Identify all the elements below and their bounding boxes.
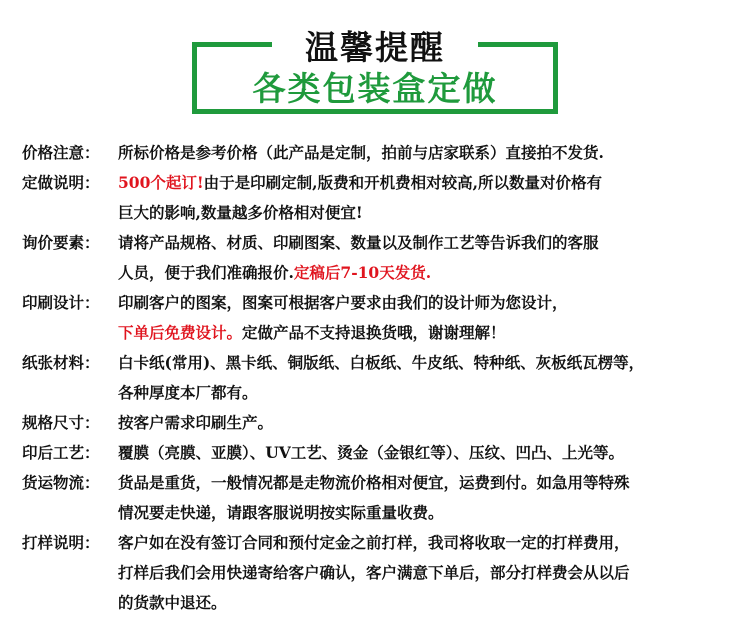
notice-line xyxy=(118,348,742,378)
notice-body xyxy=(118,228,742,288)
notice-text: 客户如在没有签订合同和预付定金之前打样，我司将收取一定的打样费用， xyxy=(118,533,630,552)
notice-body xyxy=(118,468,742,528)
notice-text: 的货款中退还。 xyxy=(118,593,227,612)
notice-text: 人员，便于我们准确报价. xyxy=(118,263,294,282)
notice-line xyxy=(118,498,742,528)
notice-row xyxy=(22,168,742,228)
notice-row xyxy=(22,468,742,528)
notice-row xyxy=(22,408,742,438)
notice-row xyxy=(22,228,742,288)
notice-line xyxy=(118,438,742,468)
notice-text: 定做产品不支持退换货哦，谢谢理解！ xyxy=(242,323,506,342)
notice-text: 请将产品规格、材质、印刷图案、数量以及制作工艺等告诉我们的客服 xyxy=(118,233,599,252)
notice-text: 覆膜（亮膜、亚膜）、UV工艺、烫金（金银红等）、压纹、凹凸、上光等。 xyxy=(118,443,625,462)
highlight-text: 定稿后7-10天发货. xyxy=(293,263,432,282)
notice-text: 由于是印刷定制,版费和开机费相对较高,所以数量对价格有 xyxy=(203,173,602,192)
notice-body xyxy=(118,348,742,408)
notice-row xyxy=(22,348,742,408)
notice-text: 所标价格是参考价格（此产品是定制，拍前与店家联系）直接拍不发货. xyxy=(118,143,604,162)
notice-row xyxy=(22,438,742,468)
notice-label: 价格注意： xyxy=(22,143,100,162)
notice-body xyxy=(118,528,742,618)
page-title: 温馨提醒 xyxy=(305,28,445,67)
notice-text: 印刷客户的图案，图案可根据客户要求由我们的设计师为您设计， xyxy=(118,293,568,312)
notice-line xyxy=(118,378,742,408)
notice-row xyxy=(22,138,742,168)
notice-row xyxy=(22,288,742,348)
notice-line xyxy=(118,198,742,228)
notice-line xyxy=(118,318,742,348)
header xyxy=(0,0,750,120)
notice-label: 货运物流： xyxy=(22,473,100,492)
notice-list xyxy=(22,138,742,618)
notice-body xyxy=(118,408,742,438)
notice-row xyxy=(22,528,742,618)
notice-text: 白卡纸(常用)、黑卡纸、铜版纸、白板纸、牛皮纸、特种纸、灰板纸瓦楞等， xyxy=(118,353,645,372)
notice-body xyxy=(118,168,742,228)
highlight-text: 下单后免费设计。 xyxy=(118,323,243,342)
notice-body xyxy=(118,138,742,168)
notice-line xyxy=(118,588,742,618)
notice-text: 情况要走快递，请跟客服说明按实际重量收费。 xyxy=(118,503,444,522)
notice-line xyxy=(118,228,742,258)
notice-line xyxy=(118,288,742,318)
notice-label: 定做说明： xyxy=(22,173,100,192)
notice-line xyxy=(118,138,742,168)
notice-text: 按客户需求印刷生产。 xyxy=(118,413,274,432)
notice-line xyxy=(118,408,742,438)
page-subtitle: 各类包装盒定做 xyxy=(252,69,498,108)
notice-label: 询价要素： xyxy=(22,233,100,252)
notice-text: 各种厚度本厂都有。 xyxy=(118,383,258,402)
notice-label: 规格尺寸： xyxy=(22,413,100,432)
notice-label: 打样说明： xyxy=(22,533,100,552)
notice-line xyxy=(118,468,742,498)
highlight-text: 500个起订! xyxy=(118,173,204,192)
notice-body xyxy=(118,438,742,468)
notice-line xyxy=(118,258,742,288)
notice-body xyxy=(118,288,742,348)
notice-text: 货品是重货，一般情况都是走物流价格相对便宜，运费到付。如急用等特殊 xyxy=(118,473,630,492)
notice-text: 打样后我们会用快递寄给客户确认，客户满意下单后，部分打样费会从以后 xyxy=(118,563,630,582)
notice-label: 印后工艺： xyxy=(22,443,100,462)
notice-label: 印刷设计： xyxy=(22,293,100,312)
notice-text: 巨大的影响,数量越多价格相对便宜! xyxy=(118,203,363,222)
notice-label: 纸张材料： xyxy=(22,353,100,372)
notice-line xyxy=(118,168,742,198)
notice-line xyxy=(118,528,742,558)
notice-line xyxy=(118,558,742,588)
